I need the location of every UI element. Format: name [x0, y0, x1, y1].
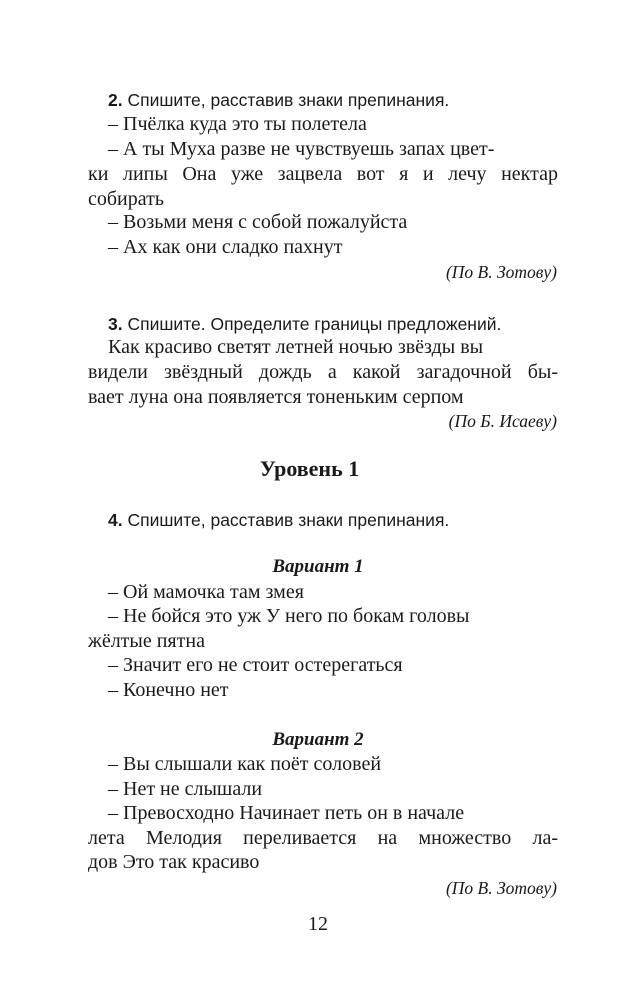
variant2-line-2: – Нет не слышали — [108, 778, 263, 800]
task4-source: (По В. Зотову) — [445, 878, 557, 898]
task2-instruction-line — [108, 88, 449, 112]
variant2-title: Вариант 2 — [272, 729, 364, 750]
task2-source: (По В. Зотову) — [445, 262, 557, 282]
variant1-line-1: – Ой мамочка там змея — [108, 581, 304, 603]
task3-number: 3. — [108, 314, 123, 334]
level-heading: Уровень 1 — [259, 456, 360, 481]
variant1-line-2: – Не бойся это уж У него по бокам головы — [108, 605, 470, 627]
task2-line-2: – А ты Муха разве не чувствуешь запах цвет- — [108, 138, 495, 160]
task4-number: 4. — [108, 510, 123, 530]
variant2-line-5: дов Это так красиво — [88, 851, 260, 873]
variant1-line-3: жёлтые пятна — [88, 630, 205, 652]
task2-line-6: – Ах как они сладко пахнут — [108, 236, 343, 258]
task2-line-4: собирать — [88, 188, 164, 210]
task3-source: (По Б. Исаеву) — [448, 411, 557, 431]
task3-line-2: видели звёздный дождь а какой загадочной бы- — [88, 361, 558, 383]
task2-line-5: – Возьми меня с собой пожалуйста — [108, 211, 408, 233]
task3-line-3: вает луна она появляется тоненьким серпом — [88, 386, 464, 408]
variant1-line-5: – Конечно нет — [108, 679, 229, 701]
variant2-line-4: лета Мелодия переливается на множество ла- — [88, 827, 558, 849]
task2-line-3: ки липы Она уже зацвела вот я и лечу нектар — [88, 163, 558, 185]
variant1-line-4: – Значит его не стоит остерегаться — [108, 654, 403, 676]
task4-instruction: Спишите, расставив знаки препинания. — [127, 510, 450, 530]
page-number: 12 — [308, 913, 328, 935]
task2-instruction: Спишите, расставив знаки препинания. — [127, 90, 450, 110]
task2-number: 2. — [108, 90, 123, 110]
variant2-line-1: – Вы слышали как поёт соловей — [108, 753, 382, 775]
task3-line-1: Как красиво светят летней ночью звёзды вы — [108, 336, 484, 358]
task4-instruction-line — [108, 508, 449, 532]
variant2-line-3: – Превосходно Начинает петь он в начале — [108, 802, 465, 824]
variant1-title: Вариант 1 — [272, 556, 364, 577]
task3-instruction: Спишите. Определите границы предложений. — [127, 314, 502, 334]
task3-instruction-line — [108, 312, 501, 336]
task2-line-1: – Пчёлка куда это ты полетела — [108, 113, 367, 135]
